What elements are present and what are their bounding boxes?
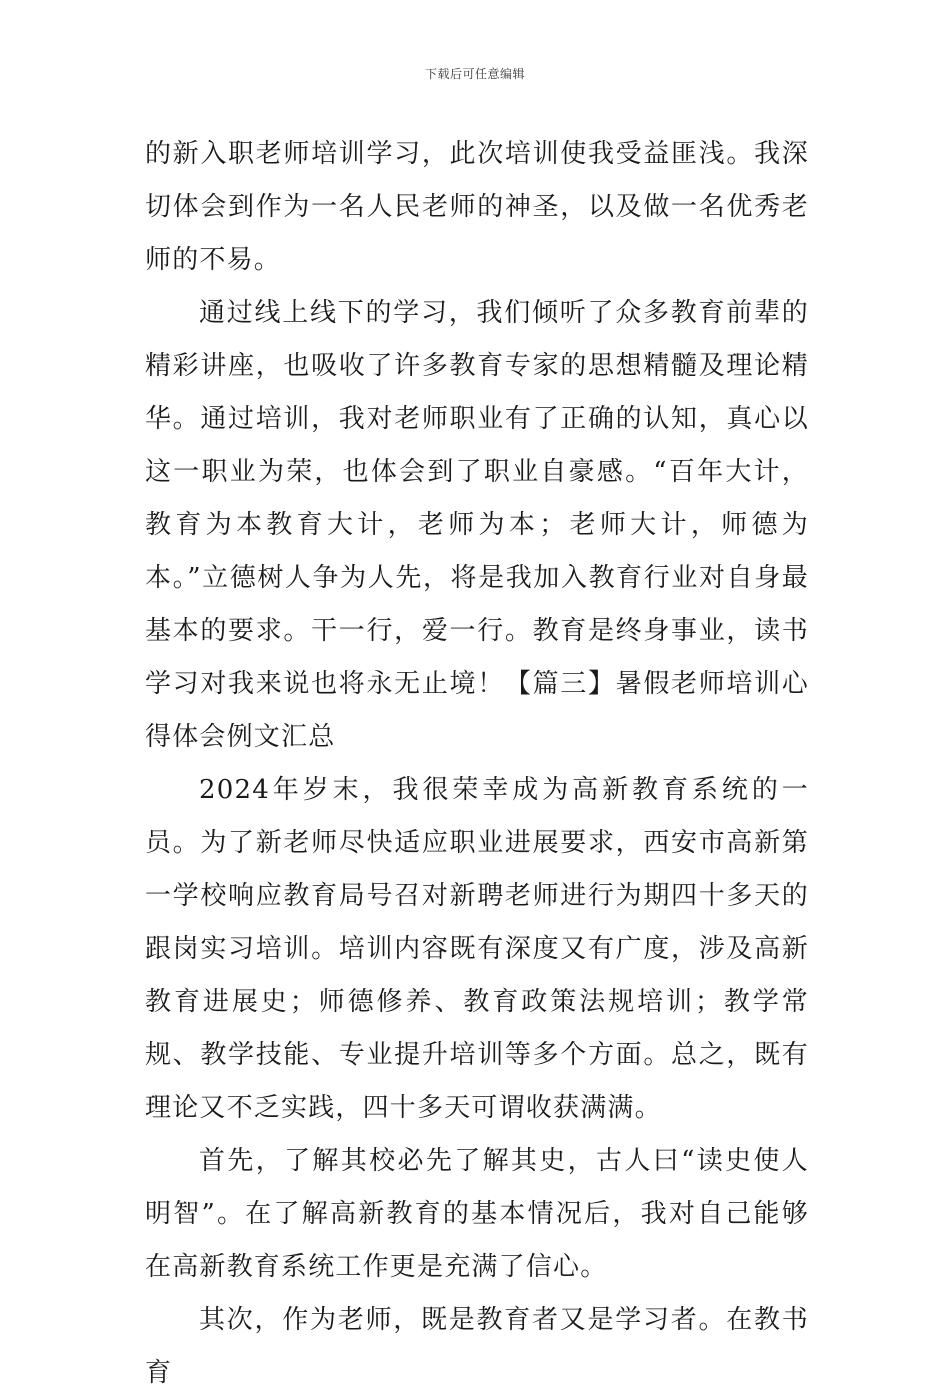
page-header: 下载后可任意编辑	[424, 67, 525, 81]
paragraph-4: 首先，了解其校必先了解其史，古人曰“读史使人明智”。在了解高新教育的基本情况后，我对自己能够在高新教育系统工作更是充满了信心。	[145, 1146, 809, 1282]
paragraph-3: 2024年岁末，我很荣幸成为高新教育系统的一员。为了新老师尽快适应职业进展要求，西安市高新第一学校响应教育局号召对新聘老师进行为期四十多天的跟岗实习培训。培训内容既有深度又有广度，涉及高新教育进展史；师德修养、教育政策法规培训；教学常规、教学技能、专业提升培训等多个方面。总之，既有理论又不乏实践，四十多天可谓收获满满。	[145, 775, 809, 1123]
document-body	[145, 128, 809, 1400]
paragraph-1: 的新入职老师培训学习，此次培训使我受益匪浅。我深切体会到作为一名人民老师的神圣，以及做一名优秀老师的不易。	[145, 139, 809, 275]
paragraph-5: 其次，作为老师，既是教育者又是学习者。在教书育	[145, 1305, 809, 1388]
paragraph-2: 通过线上线下的学习，我们倾听了众多教育前辈的精彩讲座，也吸收了许多教育专家的思想精髓及理论精华。通过培训，我对老师职业有了正确的认知，真心以这一职业为荣，也体会到了职业自豪感。“百年大计，教育为本教育大计，老师为本；老师大计，师德为本。”立德树人争为人先，将是我加入教育行业对自身最基本的要求。干一行，爱一行。教育是终身事业，读书学习对我来说也将永无止境！【篇三】暑假老师培训心得体会例文汇总	[145, 298, 809, 752]
